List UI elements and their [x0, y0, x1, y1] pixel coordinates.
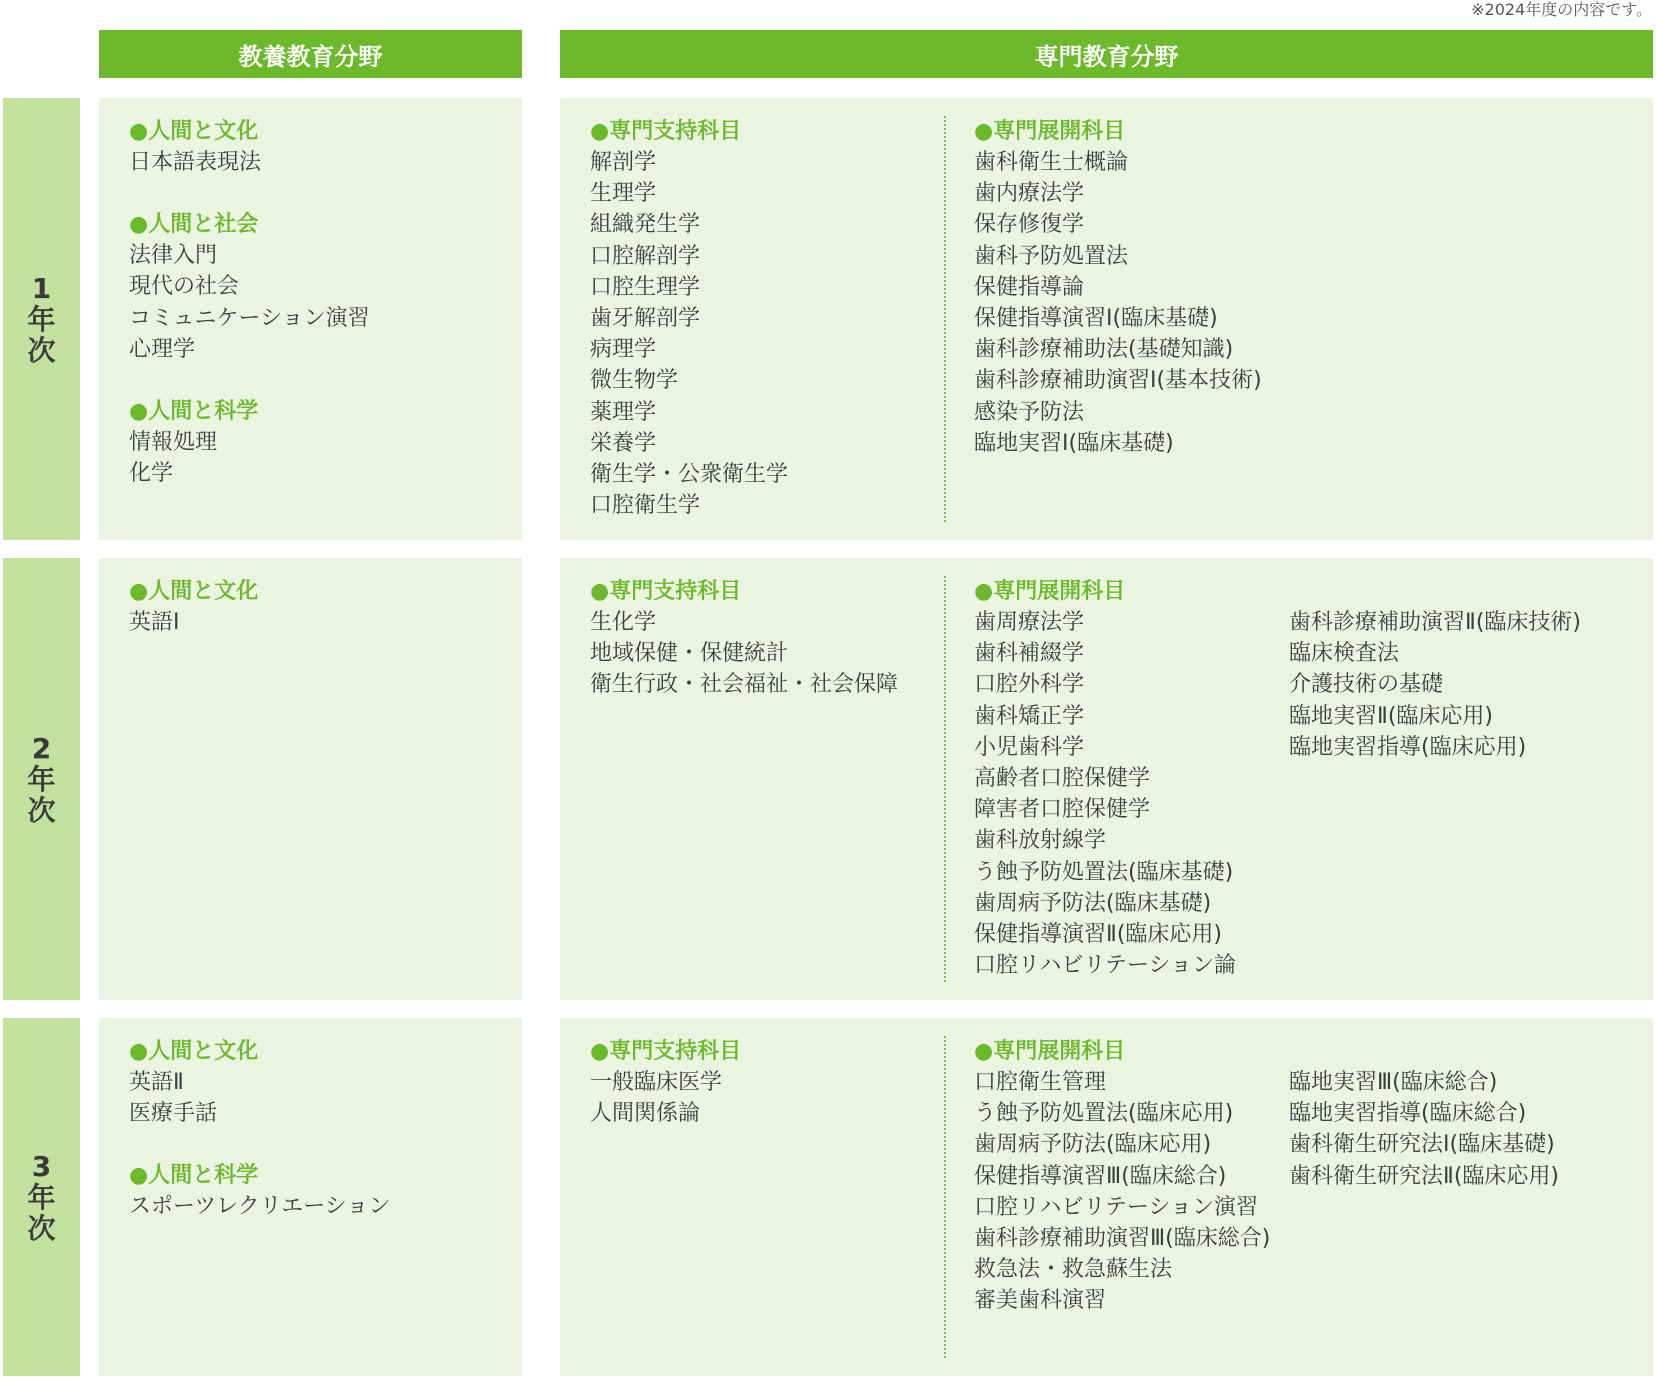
- course-item: 歯科診療補助演習Ⅲ(臨床総合): [974, 1226, 1271, 1252]
- specialized-education-cell: [560, 558, 1653, 1000]
- specialized-education-cell: [560, 98, 1653, 540]
- course-item: 歯科矯正学: [974, 703, 1085, 729]
- year-label: [3, 558, 80, 1000]
- course-item: 口腔衛生学: [590, 493, 701, 519]
- group-spacer: [129, 1129, 390, 1160]
- course-item: う蝕予防処置法(臨床応用): [974, 1101, 1234, 1127]
- support-subjects-list: [590, 576, 898, 701]
- year-label: [3, 1018, 80, 1376]
- general-education-list: [129, 576, 258, 638]
- course-item: 口腔外科学: [974, 672, 1085, 698]
- course-item: 保健指導演習Ⅰ(臨床基礎): [974, 306, 1218, 332]
- course-item: 臨床検査法: [1289, 641, 1400, 667]
- course-item: 一般臨床医学: [590, 1070, 723, 1095]
- year-note: ※2024年度の内容です。: [1471, 0, 1652, 19]
- development-subjects-title: ●専門展開科目: [974, 1039, 1126, 1064]
- course-item: 口腔衛生管理: [974, 1070, 1107, 1095]
- course-item: 栄養学: [590, 430, 657, 456]
- course-item: 地域保健・保健統計: [590, 641, 789, 667]
- course-item: 人間関係論: [590, 1101, 701, 1127]
- specialized-education-header: 専門教育分野: [560, 30, 1653, 78]
- course-item: 臨地実習Ⅲ(臨床総合): [1289, 1070, 1498, 1095]
- course-item: 解剖学: [590, 150, 657, 175]
- course-item: 医療手話: [129, 1101, 218, 1127]
- development-subjects-list-2: [1289, 607, 1581, 763]
- course-item: 臨地実習指導(臨床総合): [1289, 1101, 1527, 1127]
- year-label-text: 1年次: [27, 271, 56, 367]
- group-title: ●人間と文化: [129, 119, 259, 144]
- course-item: 生化学: [590, 610, 657, 635]
- group-title: ●人間と文化: [129, 579, 259, 604]
- support-subjects-list: [590, 116, 788, 521]
- course-item: 化学: [129, 461, 174, 487]
- course-item: 歯科衛生士概論: [974, 150, 1129, 175]
- course-item: 歯科補綴学: [974, 641, 1085, 667]
- course-item: う蝕予防処置法(臨床基礎): [974, 859, 1234, 885]
- course-item: 英語Ⅰ: [129, 610, 180, 635]
- course-item: 感染予防法: [974, 399, 1085, 425]
- course-item: 小児歯科学: [974, 734, 1085, 760]
- course-item: 衛生学・公衆衛生学: [590, 462, 789, 488]
- course-item: 歯周病予防法(臨床応用): [974, 1132, 1212, 1158]
- development-subjects-title: ●専門展開科目: [974, 579, 1126, 604]
- course-item: 歯内療法学: [974, 181, 1085, 207]
- course-item: 組織発生学: [590, 212, 701, 238]
- course-item: 保健指導論: [974, 274, 1085, 300]
- group-title: ●人間と文化: [129, 1039, 259, 1064]
- general-education-list: [129, 1036, 390, 1223]
- development-subjects-list: [974, 576, 1236, 981]
- dotted-divider: [944, 116, 946, 522]
- group-title: ●人間と社会: [129, 212, 259, 238]
- course-item: 口腔リハビリテーション演習: [974, 1194, 1259, 1220]
- group-title: ●人間と科学: [129, 1163, 259, 1189]
- support-subjects-list: [590, 1036, 741, 1129]
- course-item: 臨地実習Ⅰ(臨床基礎): [974, 430, 1174, 456]
- course-item: 歯科診療補助演習Ⅱ(臨床技術): [1289, 610, 1581, 635]
- year-label-text: 3年次: [27, 1149, 56, 1245]
- course-item: 審美歯科演習: [974, 1288, 1107, 1314]
- course-item: 微生物学: [590, 368, 679, 394]
- course-item: 歯科診療補助法(基礎知識): [974, 337, 1234, 363]
- development-subjects-title: ●専門展開科目: [974, 119, 1126, 144]
- course-item: 障害者口腔保健学: [974, 797, 1151, 823]
- course-item: 心理学: [129, 336, 196, 362]
- course-item: 保健指導演習Ⅲ(臨床総合): [974, 1163, 1227, 1189]
- general-education-cell: [99, 1018, 522, 1376]
- course-item: 口腔解剖学: [590, 243, 701, 269]
- general-education-list: [129, 116, 370, 489]
- course-item: 現代の社会: [129, 274, 240, 300]
- course-item: 口腔生理学: [590, 274, 701, 300]
- development-subjects-list: [974, 1036, 1270, 1317]
- year-label: [3, 98, 80, 540]
- course-item: 保存修復学: [974, 212, 1085, 238]
- specialized-education-cell: [560, 1018, 1653, 1376]
- course-item: 法律入門: [129, 243, 218, 269]
- group-spacer: [129, 365, 370, 396]
- course-item: 歯周病予防法(臨床基礎): [974, 890, 1212, 916]
- course-item: 歯科予防処置法: [974, 243, 1129, 269]
- course-item: 衛生行政・社会福祉・社会保障: [590, 672, 899, 698]
- course-item: 歯科衛生研究法Ⅰ(臨床基礎): [1289, 1132, 1555, 1158]
- course-item: 生理学: [590, 181, 657, 207]
- general-education-cell: [99, 98, 522, 540]
- course-item: 保健指導演習Ⅱ(臨床応用): [974, 922, 1222, 948]
- course-item: コミュニケーション演習: [129, 305, 370, 331]
- support-subjects-title: ●専門支持科目: [590, 1039, 742, 1064]
- dotted-divider: [944, 1036, 946, 1358]
- course-item: 臨地実習指導(臨床応用): [1289, 734, 1527, 760]
- course-item: 介護技術の基礎: [1289, 672, 1444, 698]
- course-item: 薬理学: [590, 399, 657, 425]
- course-item: 歯科診療補助演習Ⅰ(基本技術): [974, 368, 1262, 394]
- general-education-cell: [99, 558, 522, 1000]
- year-label-text: 2年次: [27, 731, 56, 827]
- support-subjects-title: ●専門支持科目: [590, 119, 742, 144]
- course-item: 日本語表現法: [129, 150, 262, 175]
- course-item: 病理学: [590, 337, 657, 363]
- course-item: 歯周療法学: [974, 610, 1085, 635]
- course-item: 情報処理: [129, 430, 218, 456]
- course-item: 口腔リハビリテーション論: [974, 953, 1237, 979]
- course-item: スポーツレクリエーション: [129, 1194, 391, 1220]
- group-spacer: [129, 178, 370, 209]
- course-item: 歯科衛生研究法Ⅱ(臨床応用): [1289, 1163, 1559, 1189]
- dotted-divider: [944, 576, 946, 982]
- course-item: 英語Ⅱ: [129, 1070, 184, 1095]
- group-title: ●人間と科学: [129, 399, 259, 425]
- course-item: 臨地実習Ⅱ(臨床応用): [1289, 703, 1493, 729]
- support-subjects-title: ●専門支持科目: [590, 579, 742, 604]
- general-education-header: 教養教育分野: [99, 30, 522, 78]
- development-subjects-list: [974, 116, 1262, 459]
- development-subjects-list-2: [1289, 1067, 1559, 1192]
- course-item: 歯牙解剖学: [590, 306, 701, 332]
- course-item: 救急法・救急蘇生法: [974, 1257, 1173, 1283]
- course-item: 高齢者口腔保健学: [974, 766, 1151, 792]
- course-item: 歯科放射線学: [974, 828, 1107, 854]
